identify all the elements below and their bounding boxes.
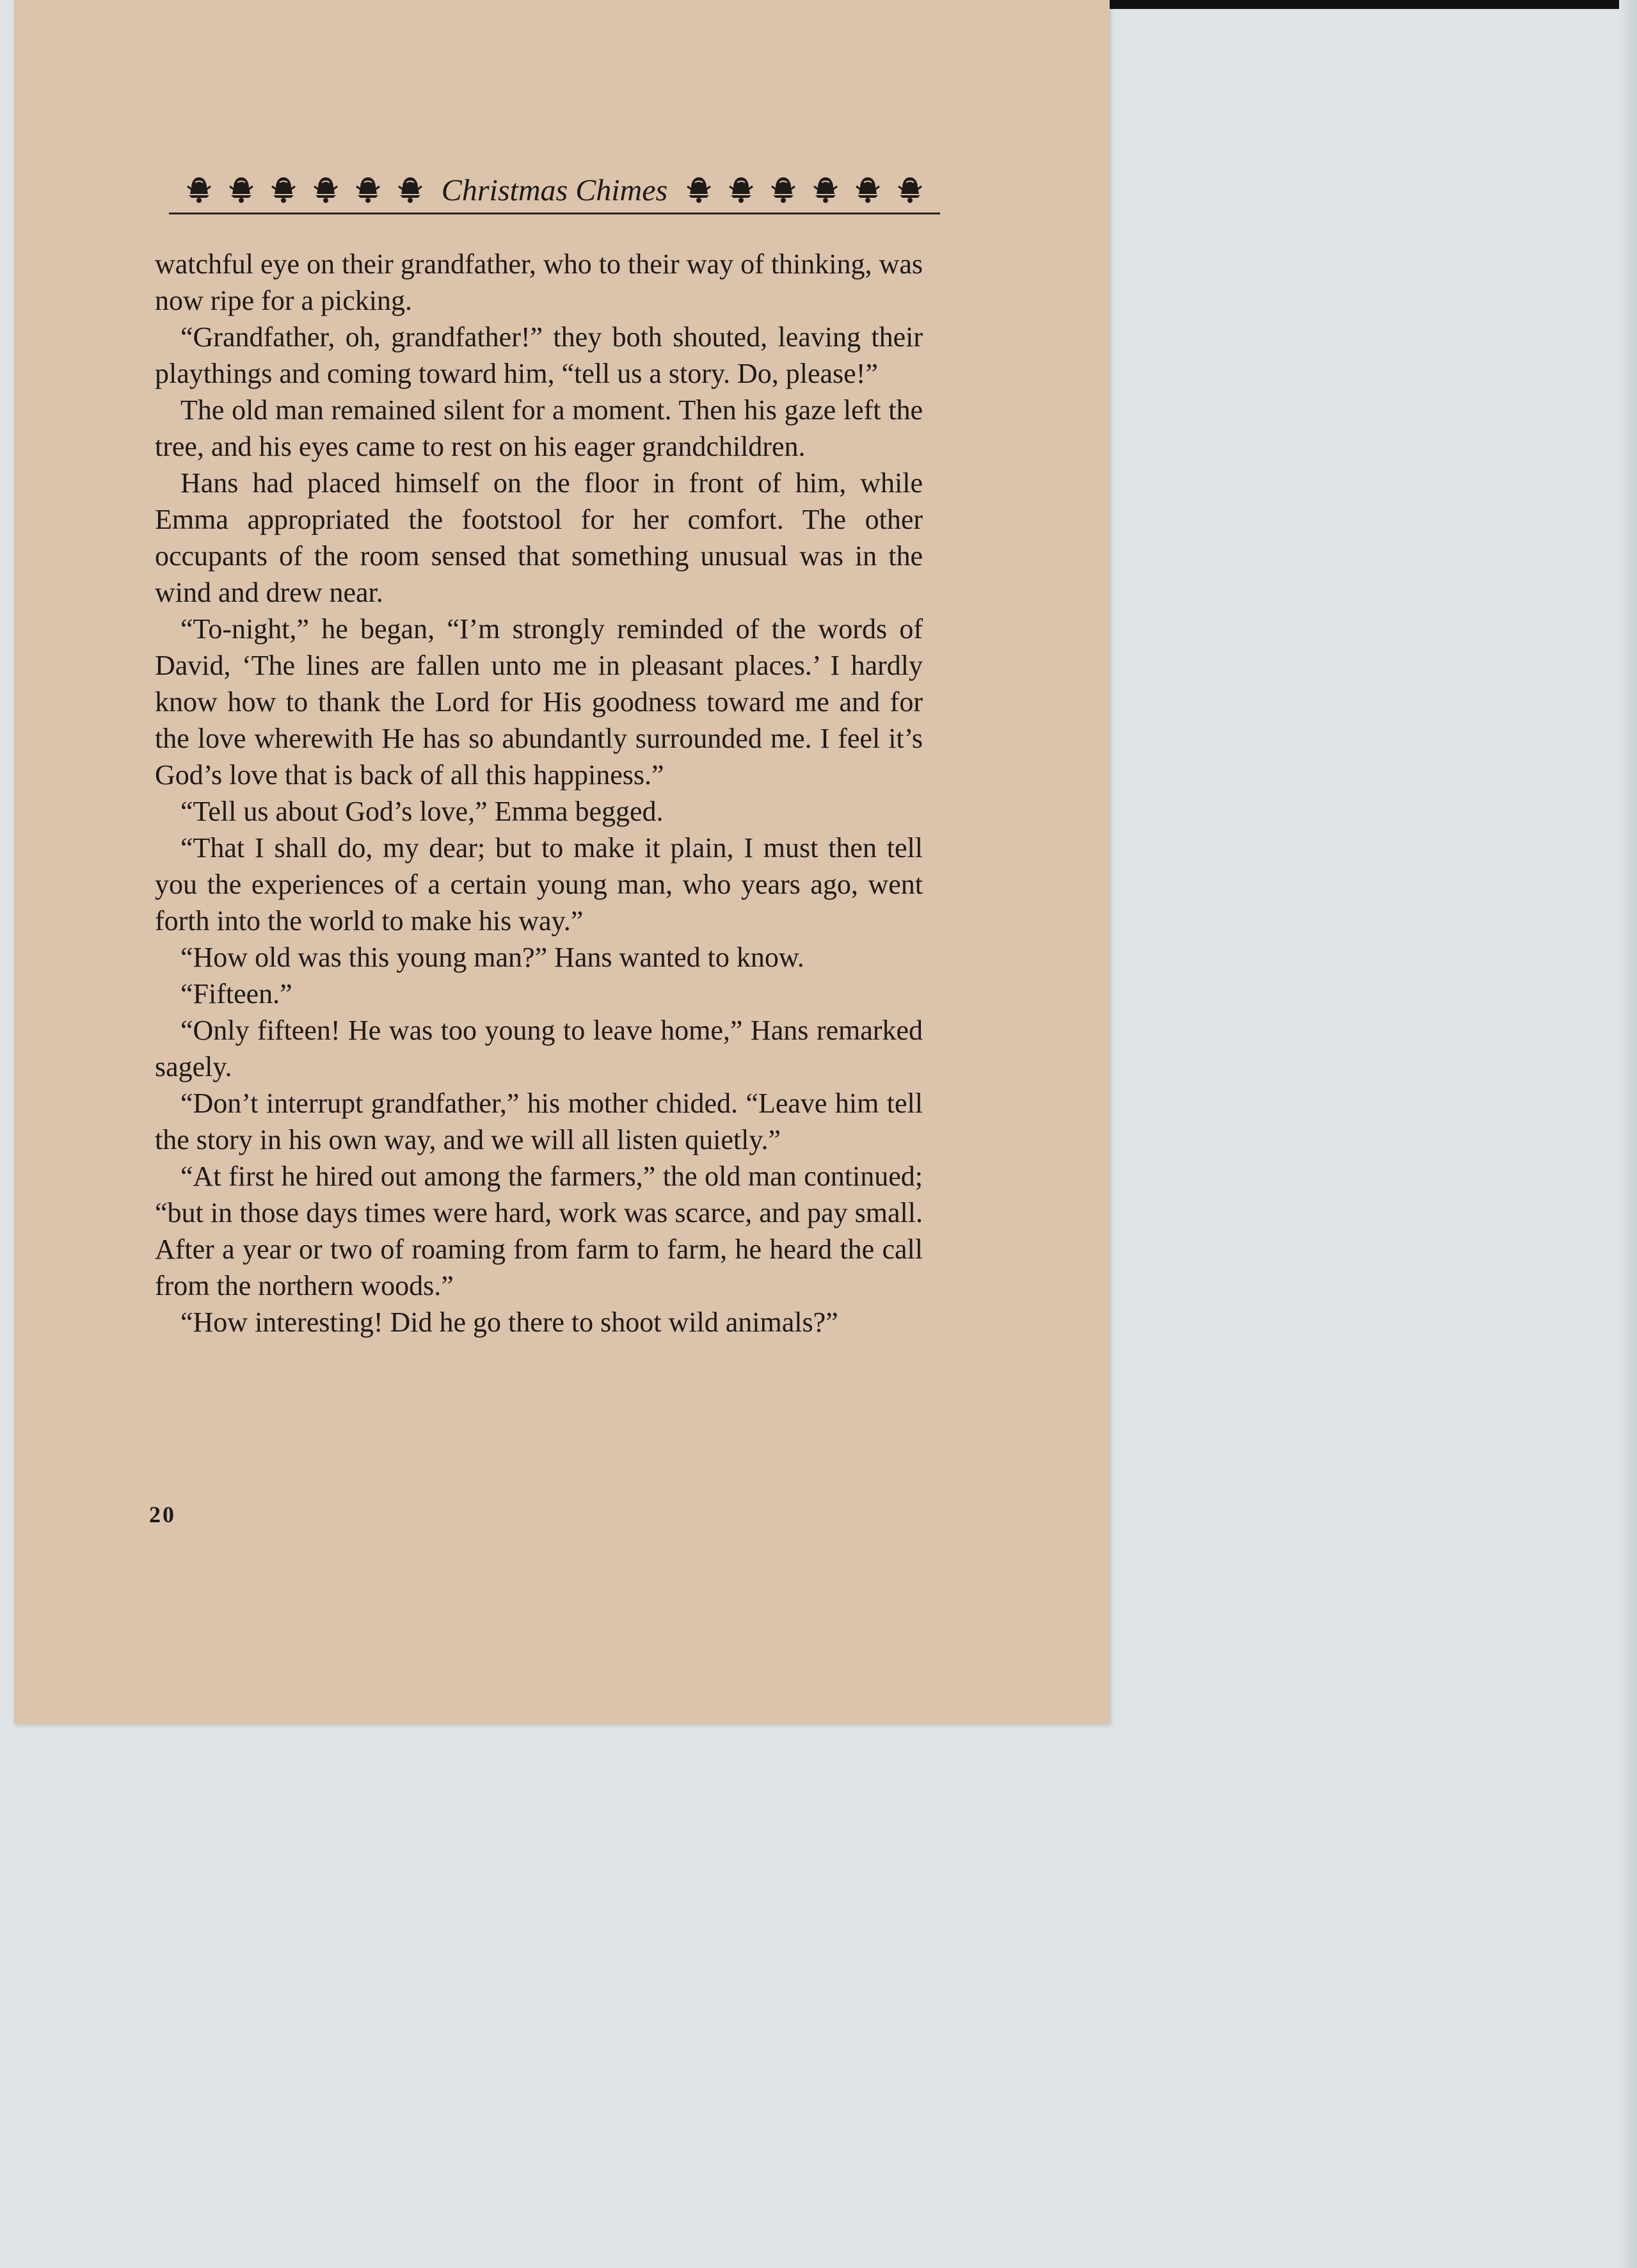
bell-ornament-icon	[352, 174, 384, 206]
right-ornaments	[683, 174, 926, 206]
bell-ornament-icon	[767, 174, 799, 206]
page-number: 20	[149, 1502, 176, 1527]
paragraph: “Fifteen.”	[180, 978, 292, 1009]
bell-ornament-icon	[183, 174, 215, 206]
paragraph: “Don’t interrupt grandfather,” his mother chided. “Leave him tell the story in his own way, and we will all listen quietly.”	[155, 1088, 923, 1155]
paragraph: “Tell us about God’s love,” Emma begged.	[180, 796, 664, 827]
paragraph: watchful eye on their grandfather, who to their way of thinking, was now ripe for a picking.	[155, 248, 923, 316]
paragraph: “How interesting! Did he go there to shoot wild animals?”	[180, 1307, 838, 1338]
left-ornaments	[183, 174, 426, 206]
paragraph: Hans had placed himself on the floor in front of him, while Emma appropriated the footstool for her comfort. The other occupants of the room sensed that something unusual was in the wind and drew near.	[155, 467, 923, 608]
bell-ornament-icon	[852, 174, 884, 206]
bell-ornament-icon	[310, 174, 342, 206]
paragraph: “Grandfather, oh, grandfather!” they both shouted, leaving their playthings and coming toward him, “tell us a story. Do, please!”	[155, 321, 923, 389]
scanner-edge-shadow	[1619, 0, 1637, 2268]
paragraph: “At first he hired out among the farmers,” the old man continued; “but in those days times were hard, work was scarce, and pay small. After a year or two of roaming from farm to farm, he heard the call from the northern woods.”	[155, 1161, 923, 1301]
bell-ornament-icon	[394, 174, 426, 206]
bell-ornament-icon	[225, 174, 257, 206]
bell-ornament-icon	[810, 174, 842, 206]
bell-ornament-icon	[725, 174, 757, 206]
bell-ornament-icon	[268, 174, 299, 206]
running-header-title: Christmas Chimes	[441, 173, 668, 207]
bell-ornament-icon	[683, 174, 715, 206]
running-header	[169, 168, 940, 214]
body-text	[155, 246, 923, 1340]
paragraph: “Only fifteen! He was too young to leave home,” Hans remarked sagely.	[155, 1015, 923, 1082]
paragraph: “How old was this young man?” Hans wanted to know.	[180, 942, 804, 973]
paragraph: “That I shall do, my dear; but to make it plain, I must then tell you the experiences of a certain young man, who years ago, went forth into the world to make his way.”	[155, 832, 923, 937]
bell-ornament-icon	[894, 174, 926, 206]
paragraph: “To-night,” he began, “I’m strongly reminded of the words of David, ‘The lines are fallen unto me in pleasant places.’ I hardly know how to thank the Lord for His goodness toward me and for the love wherewith He has so abundantly surrounded me. I feel it’s God’s love that is back of all this happiness.”	[155, 613, 923, 791]
scanner-border	[1082, 0, 1637, 9]
paragraph: The old man remained silent for a moment. Then his gaze left the tree, and his eyes came to rest on his eager grandchildren.	[155, 394, 923, 462]
